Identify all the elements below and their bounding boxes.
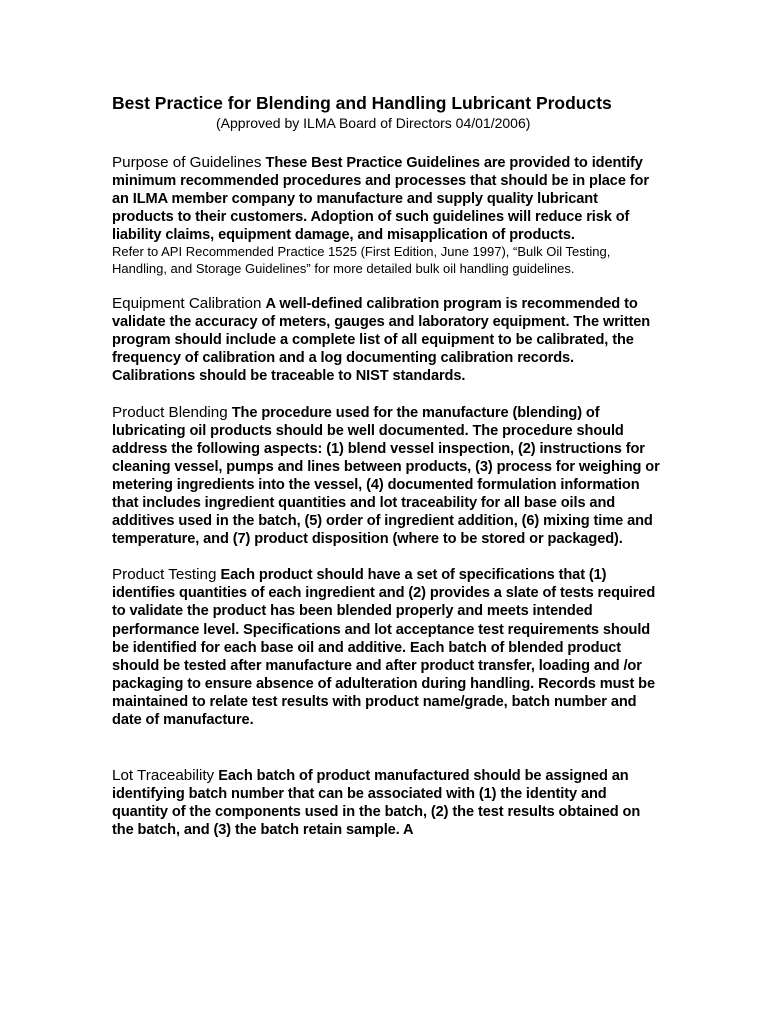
section-heading: Lot Traceability bbox=[112, 767, 215, 785]
document-subtitle: (Approved by ILMA Board of Directors 04/01/2006) bbox=[216, 115, 531, 131]
document-title: Best Practice for Blending and Handling Lubricant Products bbox=[112, 93, 612, 113]
section-product-blending bbox=[112, 404, 660, 549]
section-body: Each batch of product manufactured should be assigned an identifying batch number that can be associated with (1) the identity and quantity of the components used in the batch, (2) the test results obtained on the batch, and (3) the batch retain sample. A bbox=[112, 768, 641, 839]
reference-note: Refer to API Recommended Practice 1525 (First Edition, June 1997), “Bulk Oil Testing, Handling, and Storage Guidelines” for more detailed bulk oil handling guidelines. bbox=[112, 244, 611, 276]
section-purpose-of-guidelines bbox=[112, 154, 660, 244]
section-heading: Product Blending bbox=[112, 403, 228, 421]
section-lot-traceability bbox=[112, 767, 660, 839]
section-product-testing bbox=[112, 566, 660, 729]
document-page bbox=[112, 92, 660, 840]
section-equipment-calibration bbox=[112, 295, 660, 385]
section-body: These Best Practice Guidelines are provided to identify minimum recommended procedures and processes that should be in place for an ILMA member company to manufacture and supply quality lubricant products to their customers. Adoption of such guidelines will reduce risk of liability claims, equipment damage, and misapplication of products. bbox=[112, 155, 649, 244]
section-heading: Product Testing bbox=[112, 566, 217, 584]
section-body: The procedure used for the manufacture (blending) of lubricating oil products should be well documented. The procedure should address the following aspects: (1) blend vessel inspection, (2) instructions for cleaning vessel, pumps and lines between products, (3) process for weighing or metering ingredients into the vessel, (4) documented formulation information that includes ingredient quantities and lot traceability for all base oils and additives used in the batch, (5) order of ingredient addition, (6) mixing time and temperature, and (7) product disposition (where to be stored or packaged). bbox=[112, 404, 660, 548]
section-heading: Purpose of Guidelines bbox=[112, 154, 262, 171]
section-body: A well-defined calibration program is recommended to validate the accuracy of meters, gauges and laboratory equipment. The written program should include a complete list of all equipment to be calibrated, the frequency of calibration and a log documenting calibration records. Calibrations should be traceable to NIST standards. bbox=[112, 296, 651, 385]
section-heading: Equipment Calibration bbox=[112, 295, 262, 313]
section-body: Each product should have a set of specifications that (1) identifies quantities of each ingredient and (2) provides a slate of tests required to validate the product has been blended properly and meets intended performance level. Specifications and lot acceptance test requirements should be identified for each base oil and additive. Each batch of blended product should be tested after manufacture and after product transfer, loading and /or packaging to ensure absence of adulteration during handling. Records must be maintained to relate test results with product name/grade, batch number and date of manufacture. bbox=[112, 567, 656, 729]
